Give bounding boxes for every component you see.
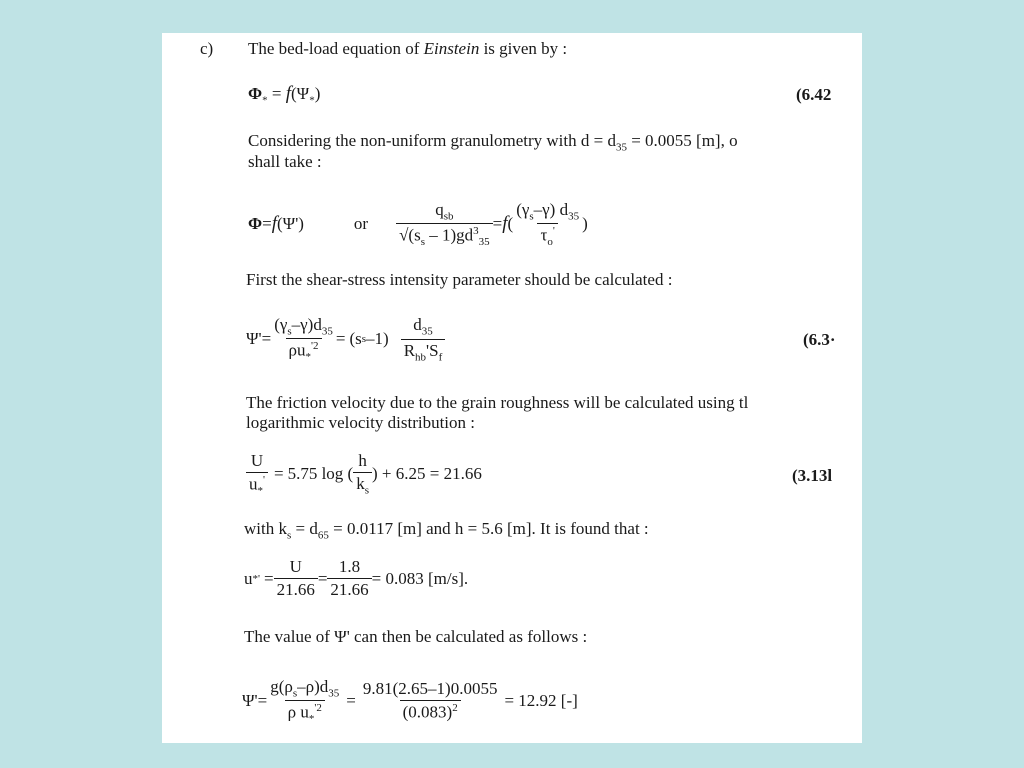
equation-psi-result: Ψ' = $\frac{g(\rho_s-\rho)d_{35}}{\rho u_*^{'2}}$ = $\frac{9.81(2.65-1)0.0055}{(0.083)^2}$ = 12.92 [-] [242, 677, 578, 726]
fraction-qsb: $\frac{q_{sb}}{√(s_s - 1)gd^3_{35}}$ [396, 200, 493, 248]
equation-phi-psi: Φ = f (Ψ') or $\frac{q_{sb}}{√(s_s - 1)gd^3_{35}}$ = f ( $\frac{(\gamma_s-\gamma) d_{35}}{\tau_o'}$ ) [248, 200, 588, 249]
equation-einstein: $\Phi_* = f(\Psi_*)$ [248, 83, 321, 107]
paragraph-granulometry-line2: shall take : [248, 152, 322, 171]
fraction-gamma-tau: $\frac{(\gamma_s-\gamma) d_{35}}{\tau_o'}$ [516, 200, 580, 249]
paragraph-shear-stress: First the shear-stress intensity parameter should be calculated : [246, 270, 673, 289]
equation-u-star: u * ' = $\frac{U}{21.66}$ = $\frac{1.8}{21.66}$ = 0.083 [m/s]. [244, 557, 469, 599]
document-page [162, 33, 862, 743]
equation-number: (6.42 [796, 85, 832, 104]
equation-psi-prime: Ψ' = $\frac{(\gamma_s-\gamma)d_{35}}{\rho u_*^{'2}}$ = (s s –1) $\frac{d_{35}}{R_{hb}'S_f}$ [246, 315, 445, 363]
paragraph-friction-velocity: The friction velocity due to the grain roughness will be calculated using tl [246, 393, 749, 412]
paragraph-granulometry: Considering the non-uniform granulometry with $d = d_{35} = 0.0055$ [m], o [248, 131, 738, 154]
equation-number: (3.13l [792, 466, 833, 485]
equation-number: (6.3· [803, 330, 836, 349]
paragraph-psi-value: The value of Ψ' can then be calculated as follows : [244, 627, 588, 646]
paragraph-roughness: with $k_s = d_{65} = 0.0117$ [m] and h = 5.6 [m]. It is found that : [244, 519, 649, 542]
item-label: c) [200, 39, 214, 58]
intro-text: The bed-load equation of Einstein is given by : [248, 39, 568, 58]
equation-log-velocity: $\frac{U}{u_*'}$ = 5.75 log ( $\frac{h}{k_s}$ ) + 6.25 = 21.66 [246, 451, 482, 497]
paragraph-friction-velocity-line2: logarithmic velocity distribution : [246, 413, 475, 432]
